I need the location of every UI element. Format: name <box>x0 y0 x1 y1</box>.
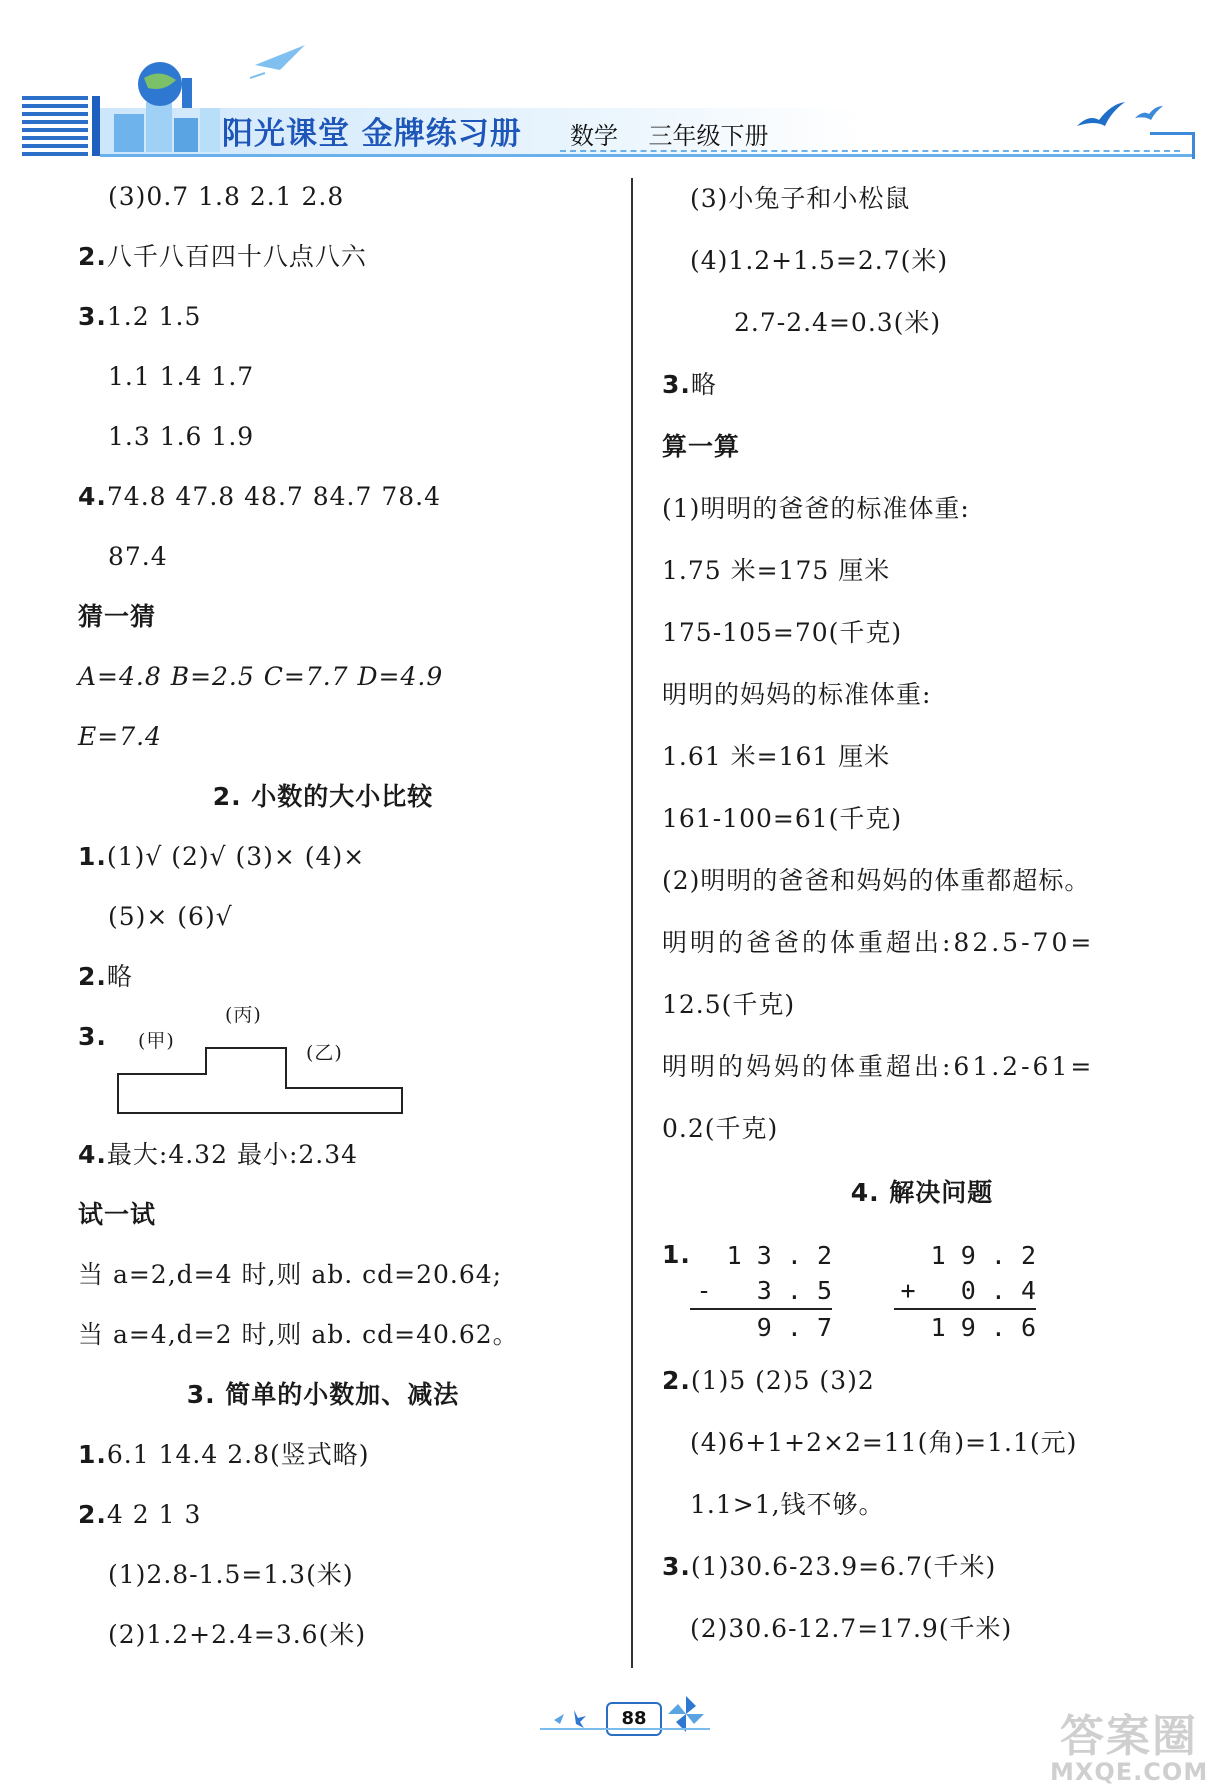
answer-line: E=7.4 <box>78 722 162 751</box>
footer-line <box>540 1728 710 1730</box>
answer-line: 1.1>1,钱不够。 <box>690 1490 885 1519</box>
answer-line: 4.最大:4.32 最小:2.34 <box>78 1140 359 1169</box>
header-bar <box>92 96 100 156</box>
answer-line: 0.2(千克) <box>662 1114 779 1143</box>
vertical-subtraction <box>690 1238 832 1345</box>
grade-label: 三年级下册 <box>648 122 769 150</box>
answer-line: 87.4 <box>108 542 168 571</box>
answer-line: (4)6+1+2×2=11(角)=1.1(元) <box>690 1428 1078 1457</box>
answer-line: 161-100=61(千克) <box>662 804 903 833</box>
answer-line: (2)1.2+2.4=3.6(米) <box>108 1620 367 1649</box>
answer-line: 3.1.2 1.5 <box>78 302 202 331</box>
answer-line: (2)30.6-12.7=17.9(千米) <box>690 1614 1013 1643</box>
operand-top: 1 9 . 2 <box>930 1241 1036 1270</box>
operand-bottom: + 0 . 4 <box>900 1276 1036 1305</box>
answer-line: 3.(1)30.6-23.9=6.7(千米) <box>662 1552 997 1581</box>
answer-line: 2.4 2 1 3 <box>78 1500 202 1529</box>
sparkle-icon <box>550 1704 600 1730</box>
section-heading: 猜一猜 <box>78 602 157 631</box>
globe-blocks-logo-icon <box>112 58 222 154</box>
page-header <box>0 0 1224 165</box>
answer-line: (2)明明的爸爸和妈妈的体重都超标。 <box>662 866 1091 895</box>
answer-line: 2.略 <box>78 962 133 991</box>
answer-line: 1.75 米=175 厘米 <box>662 556 891 585</box>
answer-line: 4.74.8 47.8 48.7 84.7 78.4 <box>78 482 442 511</box>
section-heading: 算一算 <box>662 432 741 461</box>
operand-bottom: - 3 . 5 <box>696 1276 832 1305</box>
answer-line: 175-105=70(千克) <box>662 618 903 647</box>
answer-line: 3.略 <box>662 370 717 399</box>
answer-line: 2.(1)5 (2)5 (3)2 <box>662 1366 875 1395</box>
answer-line: 2.7-2.4=0.3(米) <box>734 308 942 337</box>
page-number: 88 <box>606 1702 662 1736</box>
answer-line: 明明的爸爸的体重超出:82.5-70= <box>662 928 1095 957</box>
answer-line: 当 a=4,d=2 时,则 ab. cd=40.62。 <box>78 1320 519 1349</box>
operand-top: 1 3 . 2 <box>726 1241 832 1270</box>
header-subject-grade <box>570 116 769 151</box>
answer-line: 1.6.1 14.4 2.8(竖式略) <box>78 1440 370 1469</box>
book-title: 阳光课堂 金牌练习册 <box>222 116 522 152</box>
answer-line: 明明的妈妈的体重超出:61.2-61= <box>662 1052 1095 1081</box>
answer-line: (1)明明的爸爸的标准体重: <box>662 494 970 523</box>
answer-line: (3)0.7 1.8 2.1 2.8 <box>108 182 345 211</box>
header-stripes <box>22 96 88 156</box>
column-divider <box>631 178 633 1668</box>
label-jia: (甲) <box>138 1030 175 1052</box>
result: 9 . 7 <box>756 1313 832 1342</box>
answer-line: 明明的妈妈的标准体重: <box>662 680 932 709</box>
answer-line: 1.3 1.6 1.9 <box>108 422 255 451</box>
paper-plane-icon <box>250 40 310 80</box>
vertical-addition <box>894 1238 1036 1345</box>
header-underline <box>100 154 1192 157</box>
section-title: 2. 小数的大小比较 <box>212 782 434 811</box>
section-title: 4. 解决问题 <box>850 1178 994 1207</box>
answer-line: A=4.8 B=2.5 C=7.7 D=4.9 <box>78 662 444 691</box>
answer-line: 2.八千八百四十八点八六 <box>78 242 367 271</box>
watermark <box>1050 1700 1220 1790</box>
header-end-bracket <box>1150 132 1195 159</box>
answer-line: 当 a=2,d=4 时,则 ab. cd=20.64; <box>78 1260 503 1289</box>
answer-line: (4)1.2+1.5=2.7(米) <box>690 246 949 275</box>
answer-line: (1)2.8-1.5=1.3(米) <box>108 1560 354 1589</box>
result: 1 9 . 6 <box>930 1313 1036 1342</box>
watermark-bottom: MXQE.COM <box>1050 1758 1209 1786</box>
section-heading: 试一试 <box>78 1200 157 1229</box>
answer-line: 12.5(千克) <box>662 990 796 1019</box>
birds-icon <box>1075 96 1165 136</box>
question-number: 3. <box>78 1022 107 1051</box>
page-footer <box>520 1690 720 1740</box>
subject-label: 数学 <box>570 122 618 150</box>
answer-line: (3)小兔子和小松鼠 <box>690 184 911 213</box>
answer-line: 1.(1)√ (2)√ (3)× (4)× <box>78 842 366 871</box>
label-yi: (乙) <box>306 1042 343 1064</box>
label-bing: (丙) <box>225 1004 262 1026</box>
watermark-top: 答案圈 <box>1060 1711 1198 1762</box>
answer-line: 1.1 1.4 1.7 <box>108 362 255 391</box>
answer-line: (5)× (6)√ <box>108 902 233 931</box>
section-title: 3. 简单的小数加、减法 <box>186 1380 460 1409</box>
question-number: 1. <box>662 1240 691 1269</box>
answer-line: 1.61 米=161 厘米 <box>662 742 891 771</box>
